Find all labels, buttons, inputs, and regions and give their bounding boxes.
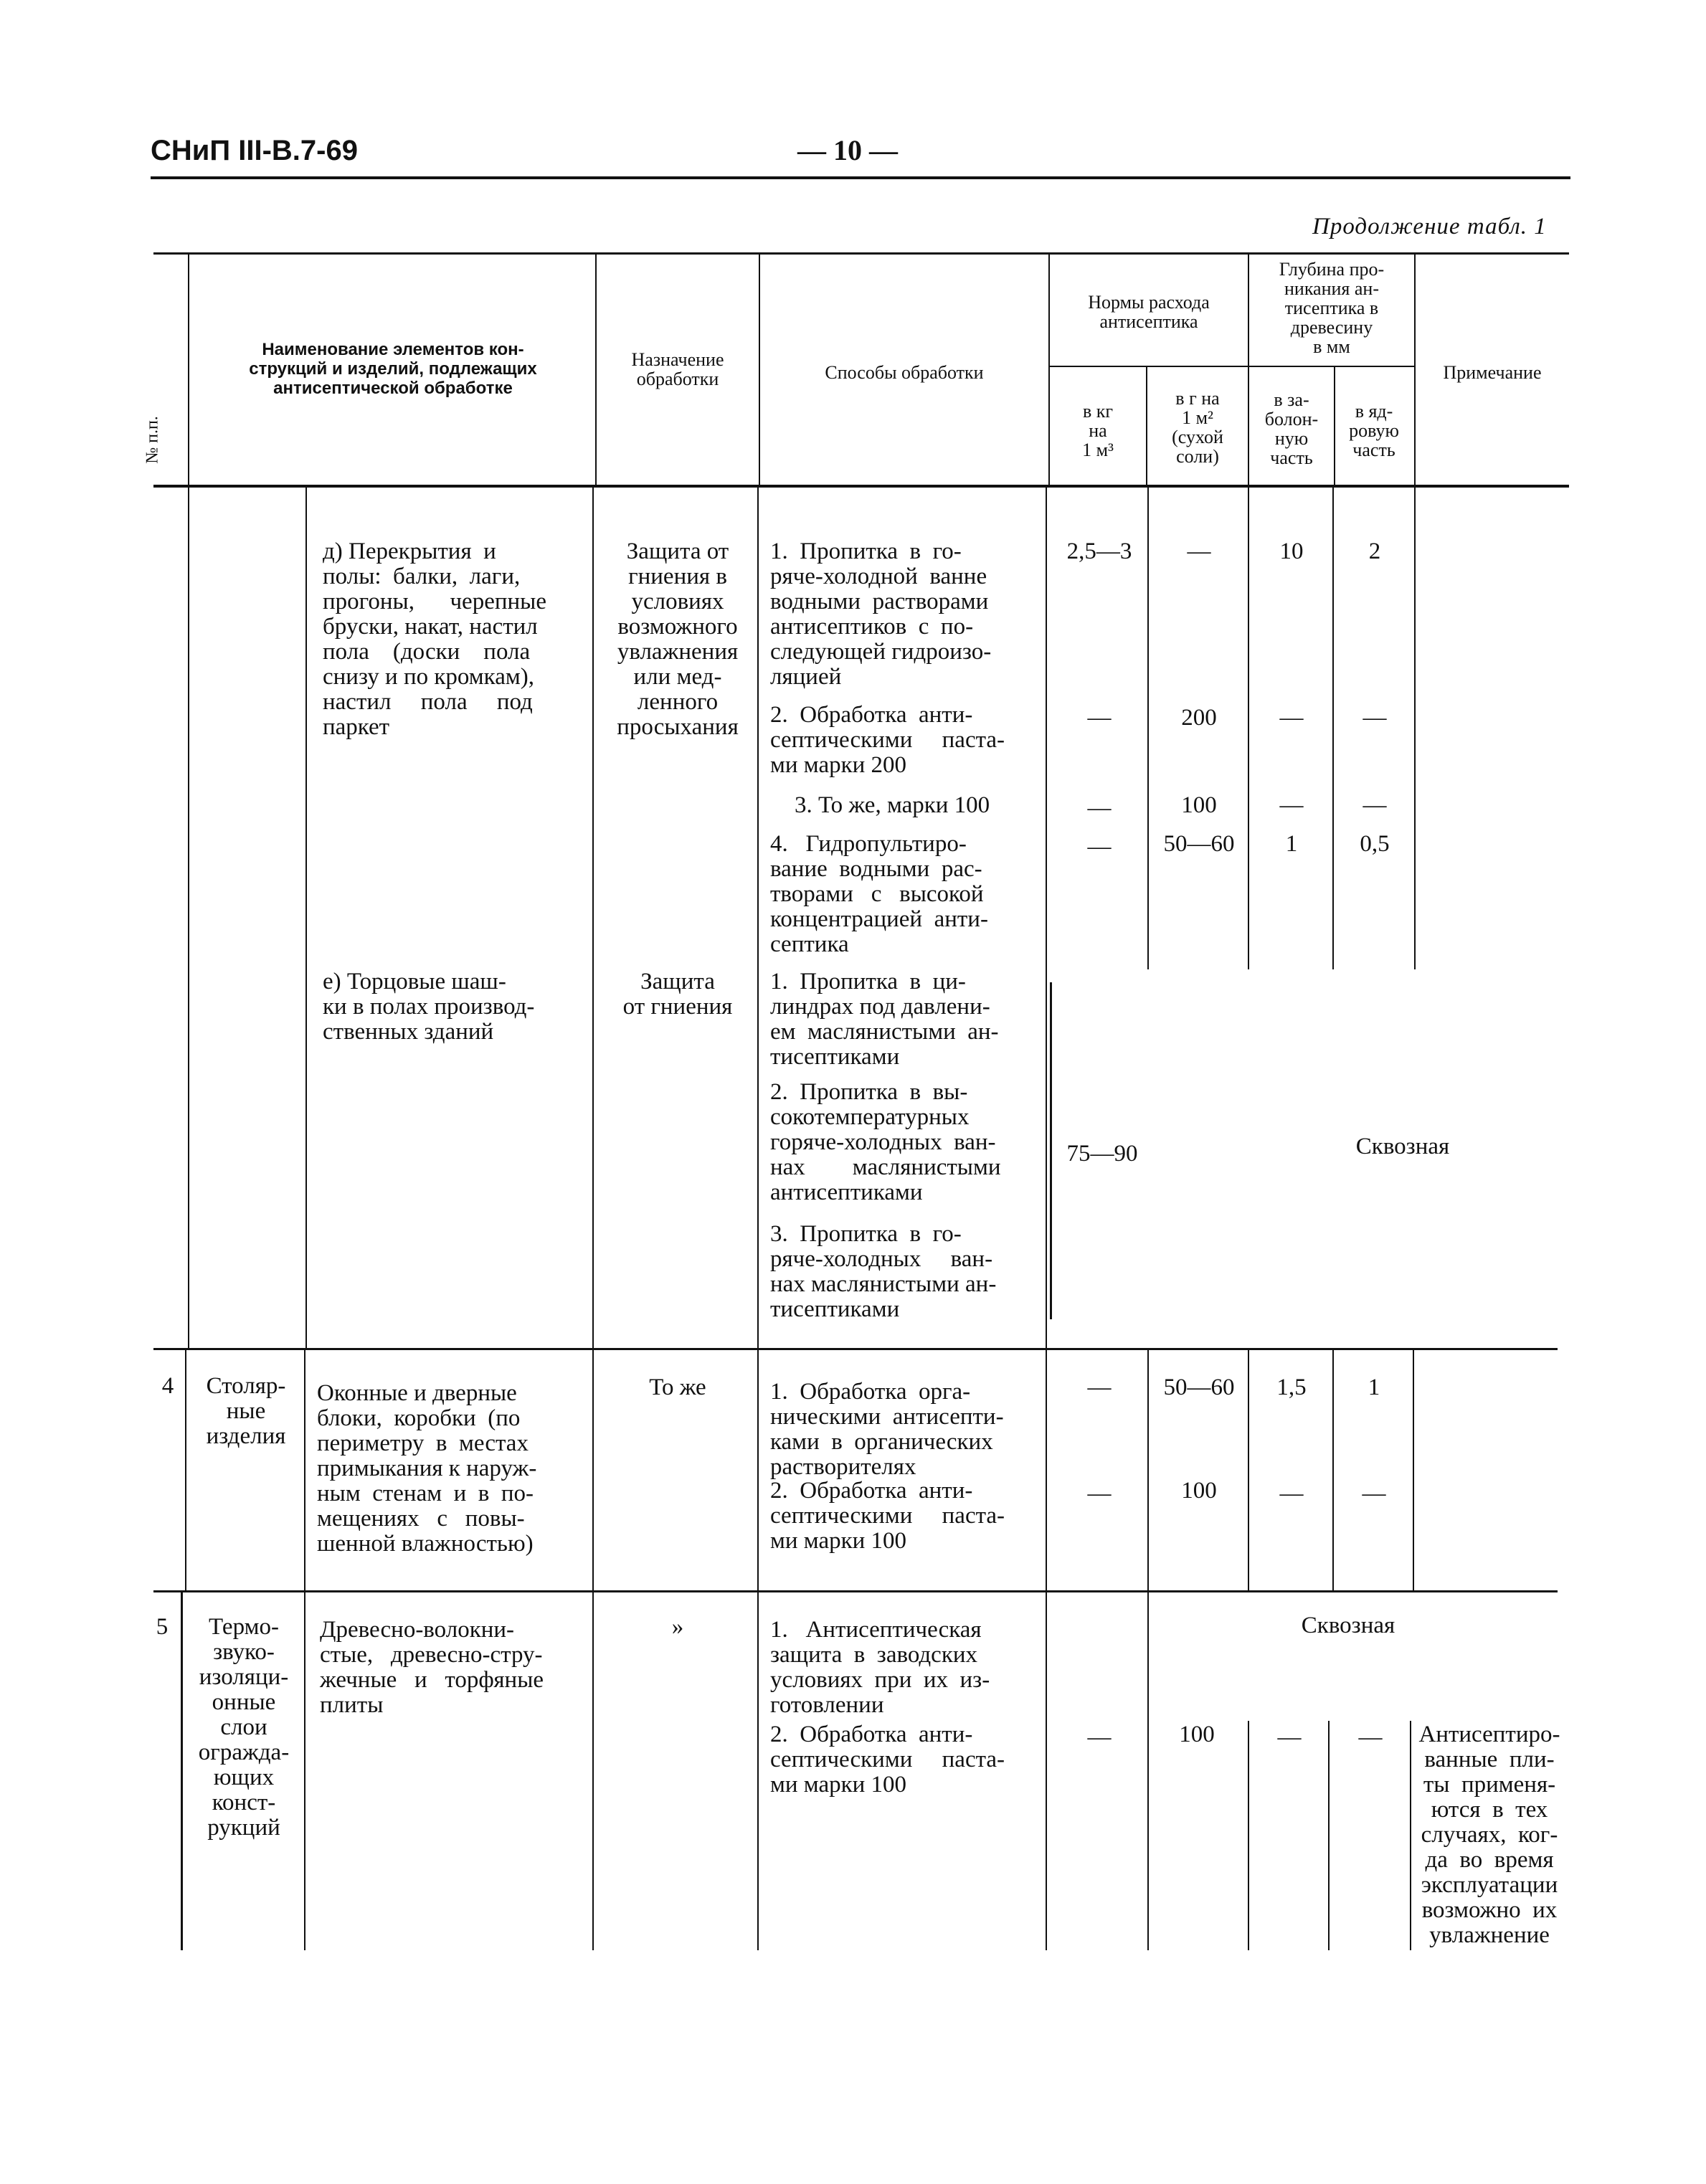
row-d-method-4: 4. Гидропультиро- вание водными рас- творами с высокой концентрацией анти- септика (770, 831, 988, 957)
row5-vline (304, 1592, 305, 1950)
row-d-m1-core: 2 (1368, 538, 1381, 564)
col-header-depth: Глубина про- никания ан- тисептика в древесину в мм (1279, 259, 1385, 357)
body-vline (188, 488, 189, 1348)
row-5-m2-g: 100 (1179, 1722, 1215, 1747)
row-d-m2-kg: — (1087, 705, 1112, 731)
hdr-vline (1146, 367, 1147, 486)
row-d-m2-g: 200 (1181, 705, 1217, 731)
row-e-method-2: 2. Пропитка в вы- сокотемпературных горяче-холодных ван- нах маслянистыми антисептиками (770, 1079, 1001, 1205)
body-vline (1046, 488, 1047, 1348)
norms-sub-rule (1048, 366, 1416, 367)
row-d-m1-g: — (1187, 538, 1211, 564)
row-5-note: Антисептиро- ванные пли- ты применя- ются в тех случаях, ког- да во время эксплуатации возможно их увлажнение (1418, 1722, 1560, 1948)
row-d-m4-kg: — (1087, 834, 1112, 860)
row-d-purpose: Защита от гниения в условиях возможного увлажнения или мед- ленного просыхания (617, 538, 739, 740)
row4-vline (1248, 1350, 1249, 1590)
row4-vline (304, 1350, 305, 1590)
body-vline (1248, 488, 1249, 969)
row-d-m3-core: — (1363, 792, 1387, 818)
body-vline (1147, 488, 1149, 969)
row-4-m1-sap: 1,5 (1276, 1375, 1307, 1400)
row-4-purpose: То же (649, 1375, 706, 1400)
row4-vline (757, 1350, 759, 1590)
document-code: СНиП III-В.7-69 (151, 135, 358, 166)
row5-top-rule (153, 1590, 1558, 1592)
row-d-method-2: 2. Обработка анти- септическими паста- ми марки 200 (770, 702, 1005, 778)
row-d-m2-sap: — (1279, 705, 1304, 731)
row-4-m1-kg: — (1087, 1375, 1112, 1400)
body-vline (305, 488, 307, 1348)
brace-line (1050, 982, 1052, 1319)
row4-vline (1332, 1350, 1334, 1590)
row5-vline (181, 1592, 183, 1950)
row5-vline (1410, 1721, 1411, 1950)
hdr-vline (759, 255, 760, 486)
row5-vline (1248, 1721, 1249, 1950)
row5-vline (1046, 1592, 1047, 1950)
row-d-m2-core: — (1363, 705, 1387, 731)
row-e-element: е) Торцовые шаш- ки в полах производ- ственных зданий (323, 969, 535, 1045)
col-header-norms: Нормы расхода антисептика (1088, 292, 1210, 332)
row-5-purpose: » (671, 1614, 684, 1640)
row-e-method-3: 3. Пропитка в го- ряче-холодных ван- нах маслянистыми ан- тисептиками (770, 1221, 997, 1322)
row-e-kg: 75—90 (1066, 1141, 1138, 1167)
row-4-m2-core: — (1362, 1481, 1386, 1506)
page-number: — 10 — (797, 134, 898, 166)
col-header-purpose: Назначение обработки (631, 349, 724, 389)
row-5-number: 5 (156, 1614, 169, 1640)
body-vline (757, 488, 759, 1348)
hdr-vline (1048, 255, 1050, 486)
row4-top-rule (153, 1348, 1558, 1350)
row5-vline (1147, 1592, 1149, 1950)
col-header-num: № п.п. (143, 416, 162, 464)
header-rule (151, 176, 1570, 179)
row-5-m2-kg: — (1087, 1724, 1112, 1750)
row-d-m1-kg: 2,5—3 (1066, 538, 1132, 564)
row4-vline (592, 1350, 594, 1590)
row-5-m2-core: — (1358, 1724, 1383, 1750)
row5-vline (1328, 1721, 1330, 1950)
row-4-m2-g: 100 (1181, 1478, 1217, 1504)
row-4-number: 4 (161, 1373, 174, 1399)
row-d-m1-sap: 10 (1279, 538, 1304, 564)
hdr-vline (595, 255, 597, 486)
hdr-vline (1248, 255, 1249, 486)
row-5-element: Древесно-волокни- стые, древесно-стру- жечные и торфяные плиты (320, 1617, 544, 1718)
row-e-purpose: Защита от гниения (622, 969, 733, 1020)
row-4-m1-core: 1 (1368, 1375, 1380, 1400)
col-header-norm-g: в г на 1 м² (сухой соли) (1172, 388, 1223, 467)
row4-vline (1413, 1350, 1414, 1590)
row-4-element: Оконные и дверные блоки, коробки (по периметру в местах примыкания к наруж- ным стенам и в по- мещениях с повы- шенной влажностью) (317, 1380, 537, 1557)
row4-vline (1046, 1350, 1047, 1590)
row-e-method-1: 1. Пропитка в ци- линдрах под давлени- ем маслянистыми ан- тисептиками (770, 969, 999, 1070)
col-header-methods: Способы обработки (825, 362, 984, 383)
col-header-elements: Наименование элементов кон- струкций и изделий, подлежащих антисептической обработке (249, 340, 537, 398)
row-4-m1-g: 50—60 (1163, 1375, 1235, 1400)
col-header-depth-core: в яд- ровую часть (1349, 401, 1399, 460)
header-bottom-rule (153, 485, 1569, 488)
col-header-norm-kg: в кг на 1 м³ (1082, 401, 1114, 460)
row-d-element: д) Перекрытия и полы: балки, лаги, прогоны, черепные бруски, накат, настил пола (доски пола снизу и по кромкам), настил пола под паркет (323, 538, 546, 740)
row-5-method-2: 2. Обработка анти- септическими паста- ми марки 100 (770, 1722, 1005, 1798)
row4-vline (185, 1350, 186, 1590)
row-e-depth: Сквозная (1355, 1134, 1450, 1159)
row-4-type: Столяр- ные изделия (206, 1373, 286, 1449)
row-d-method-3: 3. То же, марки 100 (795, 792, 990, 818)
row-d-method-1: 1. Пропитка в го- ряче-холодной ванне водными растворами антисептиков с по- следующей гидроизо- ляцией (770, 538, 992, 690)
hdr-vline (188, 255, 189, 486)
row-d-m3-sap: — (1279, 792, 1304, 818)
body-vline (592, 488, 594, 1348)
row-d-m3-g: 100 (1181, 792, 1217, 818)
row-5-type: Термо- звуко- изоляци- онные слои огражда- ющих конст- рукций (198, 1614, 290, 1841)
row-5-m1-depth: Сквозная (1301, 1613, 1395, 1638)
hdr-vline (1414, 255, 1416, 486)
body-vline (1332, 488, 1334, 969)
body-vline (1414, 488, 1416, 969)
row-4-m2-kg: — (1087, 1481, 1112, 1506)
col-header-note: Примечание (1443, 362, 1542, 383)
table-continuation: Продолжение табл. 1 (1312, 214, 1547, 239)
row-d-m3-kg: — (1087, 795, 1112, 821)
row-d-m4-sap: 1 (1285, 831, 1298, 857)
row-5-method-1: 1. Антисептическая защита в заводских условиях при их из- готовлении (770, 1617, 990, 1718)
row4-vline (1147, 1350, 1149, 1590)
col-header-depth-sap: в за- болон- ную часть (1264, 389, 1319, 468)
table-top-rule (153, 252, 1569, 255)
row-4-method-1: 1. Обработка орга- ническими антисепти- ками в органических растворителях (770, 1379, 1004, 1480)
row-4-method-2: 2. Обработка анти- септическими паста- ми марки 100 (770, 1478, 1005, 1554)
row-d-m4-g: 50—60 (1163, 831, 1235, 857)
row-5-m2-sap: — (1277, 1724, 1302, 1750)
row-4-m2-sap: — (1279, 1481, 1304, 1506)
row-d-m4-core: 0,5 (1360, 831, 1390, 857)
row5-vline (592, 1592, 594, 1950)
row5-vline (757, 1592, 759, 1950)
